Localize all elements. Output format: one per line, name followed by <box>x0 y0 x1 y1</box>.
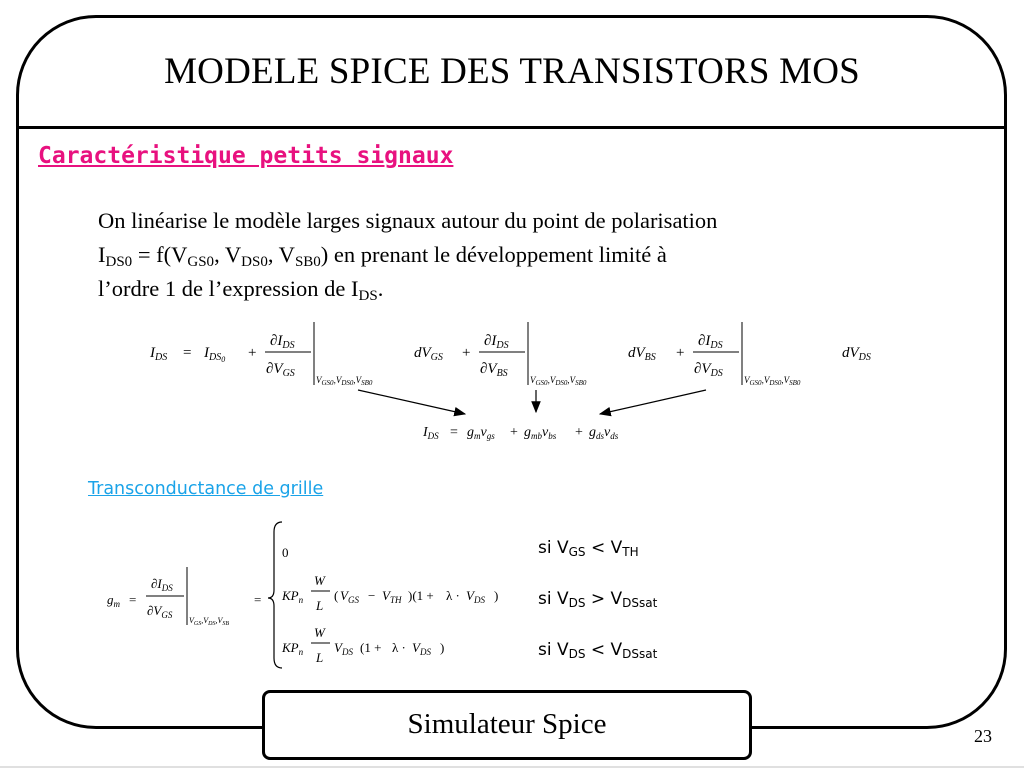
svg-text:KPn: $KP_n$ <box>282 640 304 657</box>
svg-text:VGS,VDS,VSB: $V_{GS},V_{DS},V_{SB}$ <box>189 616 230 627</box>
svg-text:IDS: $I_{DS}$ <box>423 425 439 441</box>
svg-text:=: = <box>183 345 192 361</box>
svg-text:)(1 +: )(1 + <box>408 588 434 603</box>
paragraph-line-2: $I_{DS0} = f(V_{GS0}$, $V_{DS0}$, $V_{SB0}$) en prenant le développement limité à <box>98 242 667 270</box>
svg-text:L: L <box>316 598 324 613</box>
svg-text:∂VDS: $\partial V_{DS}$ <box>694 361 723 379</box>
svg-text:(: ( <box>334 588 339 603</box>
svg-text:∂VBS: $\partial V_{BS}$ <box>480 361 508 379</box>
svg-text:∂VGS: $\partial V_{GS}$ <box>147 603 173 620</box>
svg-text:): ) <box>440 640 445 655</box>
svg-text:∂IDS: $\partial I_{DS}$ <box>270 333 295 351</box>
condition-2: si $V_{DS} > V_{DSsat}$ <box>538 589 658 610</box>
svg-text:VDS: $V_{DS}$ <box>412 640 431 657</box>
svg-text:∂IDS: $\partial I_{DS}$ <box>151 576 173 593</box>
svg-text:λ ·: λ · <box>446 588 460 603</box>
svg-text:+: + <box>248 345 257 361</box>
arrow-left <box>358 390 465 414</box>
svg-text:VGS0,VDS0,VSB0: $V_{GS0},V_{DS0},V_{SB0}$ <box>744 375 801 387</box>
svg-text:VDS: $V_{DS}$ <box>334 640 353 657</box>
svg-text:dVDS: $dV_{DS}$ <box>842 345 871 363</box>
arrow-right <box>600 390 706 414</box>
svg-text:IDS: $I_{DS}$ <box>150 345 168 363</box>
small-signal-equation <box>422 425 619 441</box>
svg-text:dVGS: $dV_{GS}$ <box>414 345 443 363</box>
svg-text:=: = <box>254 592 262 607</box>
svg-text:VGS0,VDS0,VSB0: $V_{GS0},V_{DS0},V_{SB0}$ <box>316 375 373 387</box>
transconductance-link[interactable]: Transconductance de grille <box>88 479 324 499</box>
paragraph-line-1: On linéarise le modèle larges signaux autour du point de polarisation <box>98 208 718 233</box>
condition-1: si $V_{GS} < V_{TH}$ <box>538 538 639 559</box>
svg-text:VGS0,VDS0,VSB0: $V_{GS0},V_{DS0},V_{SB0}$ <box>530 375 587 387</box>
svg-text:gdsvds: $g_{ds}v_{ds}$ <box>589 425 619 441</box>
svg-text:KPn: $KP_n$ <box>282 588 304 605</box>
svg-text:W: W <box>314 573 325 588</box>
svg-text:∂VGS: $\partial V_{GS}$ <box>266 361 295 379</box>
svg-text:W: W <box>314 625 325 640</box>
transconductance-equation <box>107 522 498 668</box>
paragraph-line-3: l’ordre 1 de l’expression de $I_{DS}$. <box>98 276 384 304</box>
svg-text:λ ·: λ · <box>392 640 406 655</box>
svg-text:0: 0 <box>282 545 289 560</box>
svg-text:+: + <box>462 345 471 361</box>
svg-text:+: + <box>676 345 685 361</box>
svg-text:VTH: $V_{TH}$ <box>382 588 402 605</box>
slide-title: MODELE SPICE DES TRANSISTORS MOS <box>164 51 860 92</box>
svg-text:): ) <box>494 588 499 603</box>
svg-text:=: = <box>450 425 458 440</box>
page-number: 23 <box>974 726 992 746</box>
svg-text:IDS0: $I_{DS}0$ <box>204 345 226 364</box>
svg-text:+: + <box>575 425 583 440</box>
svg-text:gmbvbs: $g_{mb}v_{bs}$ <box>524 425 557 441</box>
svg-text:VDS: $V_{DS}$ <box>466 588 485 605</box>
svg-text:VGS: $V_{GS}$ <box>340 588 359 605</box>
svg-text:=: = <box>129 592 137 607</box>
footer-title: Simulateur Spice <box>407 708 607 740</box>
svg-text:gmvgs: $g_mv_{gs}$ <box>467 425 495 441</box>
svg-text:dVBS: $dV_{BS}$ <box>628 345 656 363</box>
svg-text:+: + <box>510 425 518 440</box>
section-heading: Caractéristique petits signaux <box>38 143 454 169</box>
svg-text:L: L <box>316 650 324 665</box>
taylor-expansion-equation <box>149 322 871 387</box>
svg-text:gm: $g_m$ <box>107 592 120 609</box>
svg-text:−: − <box>368 588 376 603</box>
condition-3: si $V_{DS} < V_{DSsat}$ <box>538 640 658 661</box>
svg-text:∂IDS: $\partial I_{DS}$ <box>698 333 723 351</box>
svg-text:∂IDS: $\partial I_{DS}$ <box>484 333 509 351</box>
svg-text:(1 +: (1 + <box>360 640 382 655</box>
